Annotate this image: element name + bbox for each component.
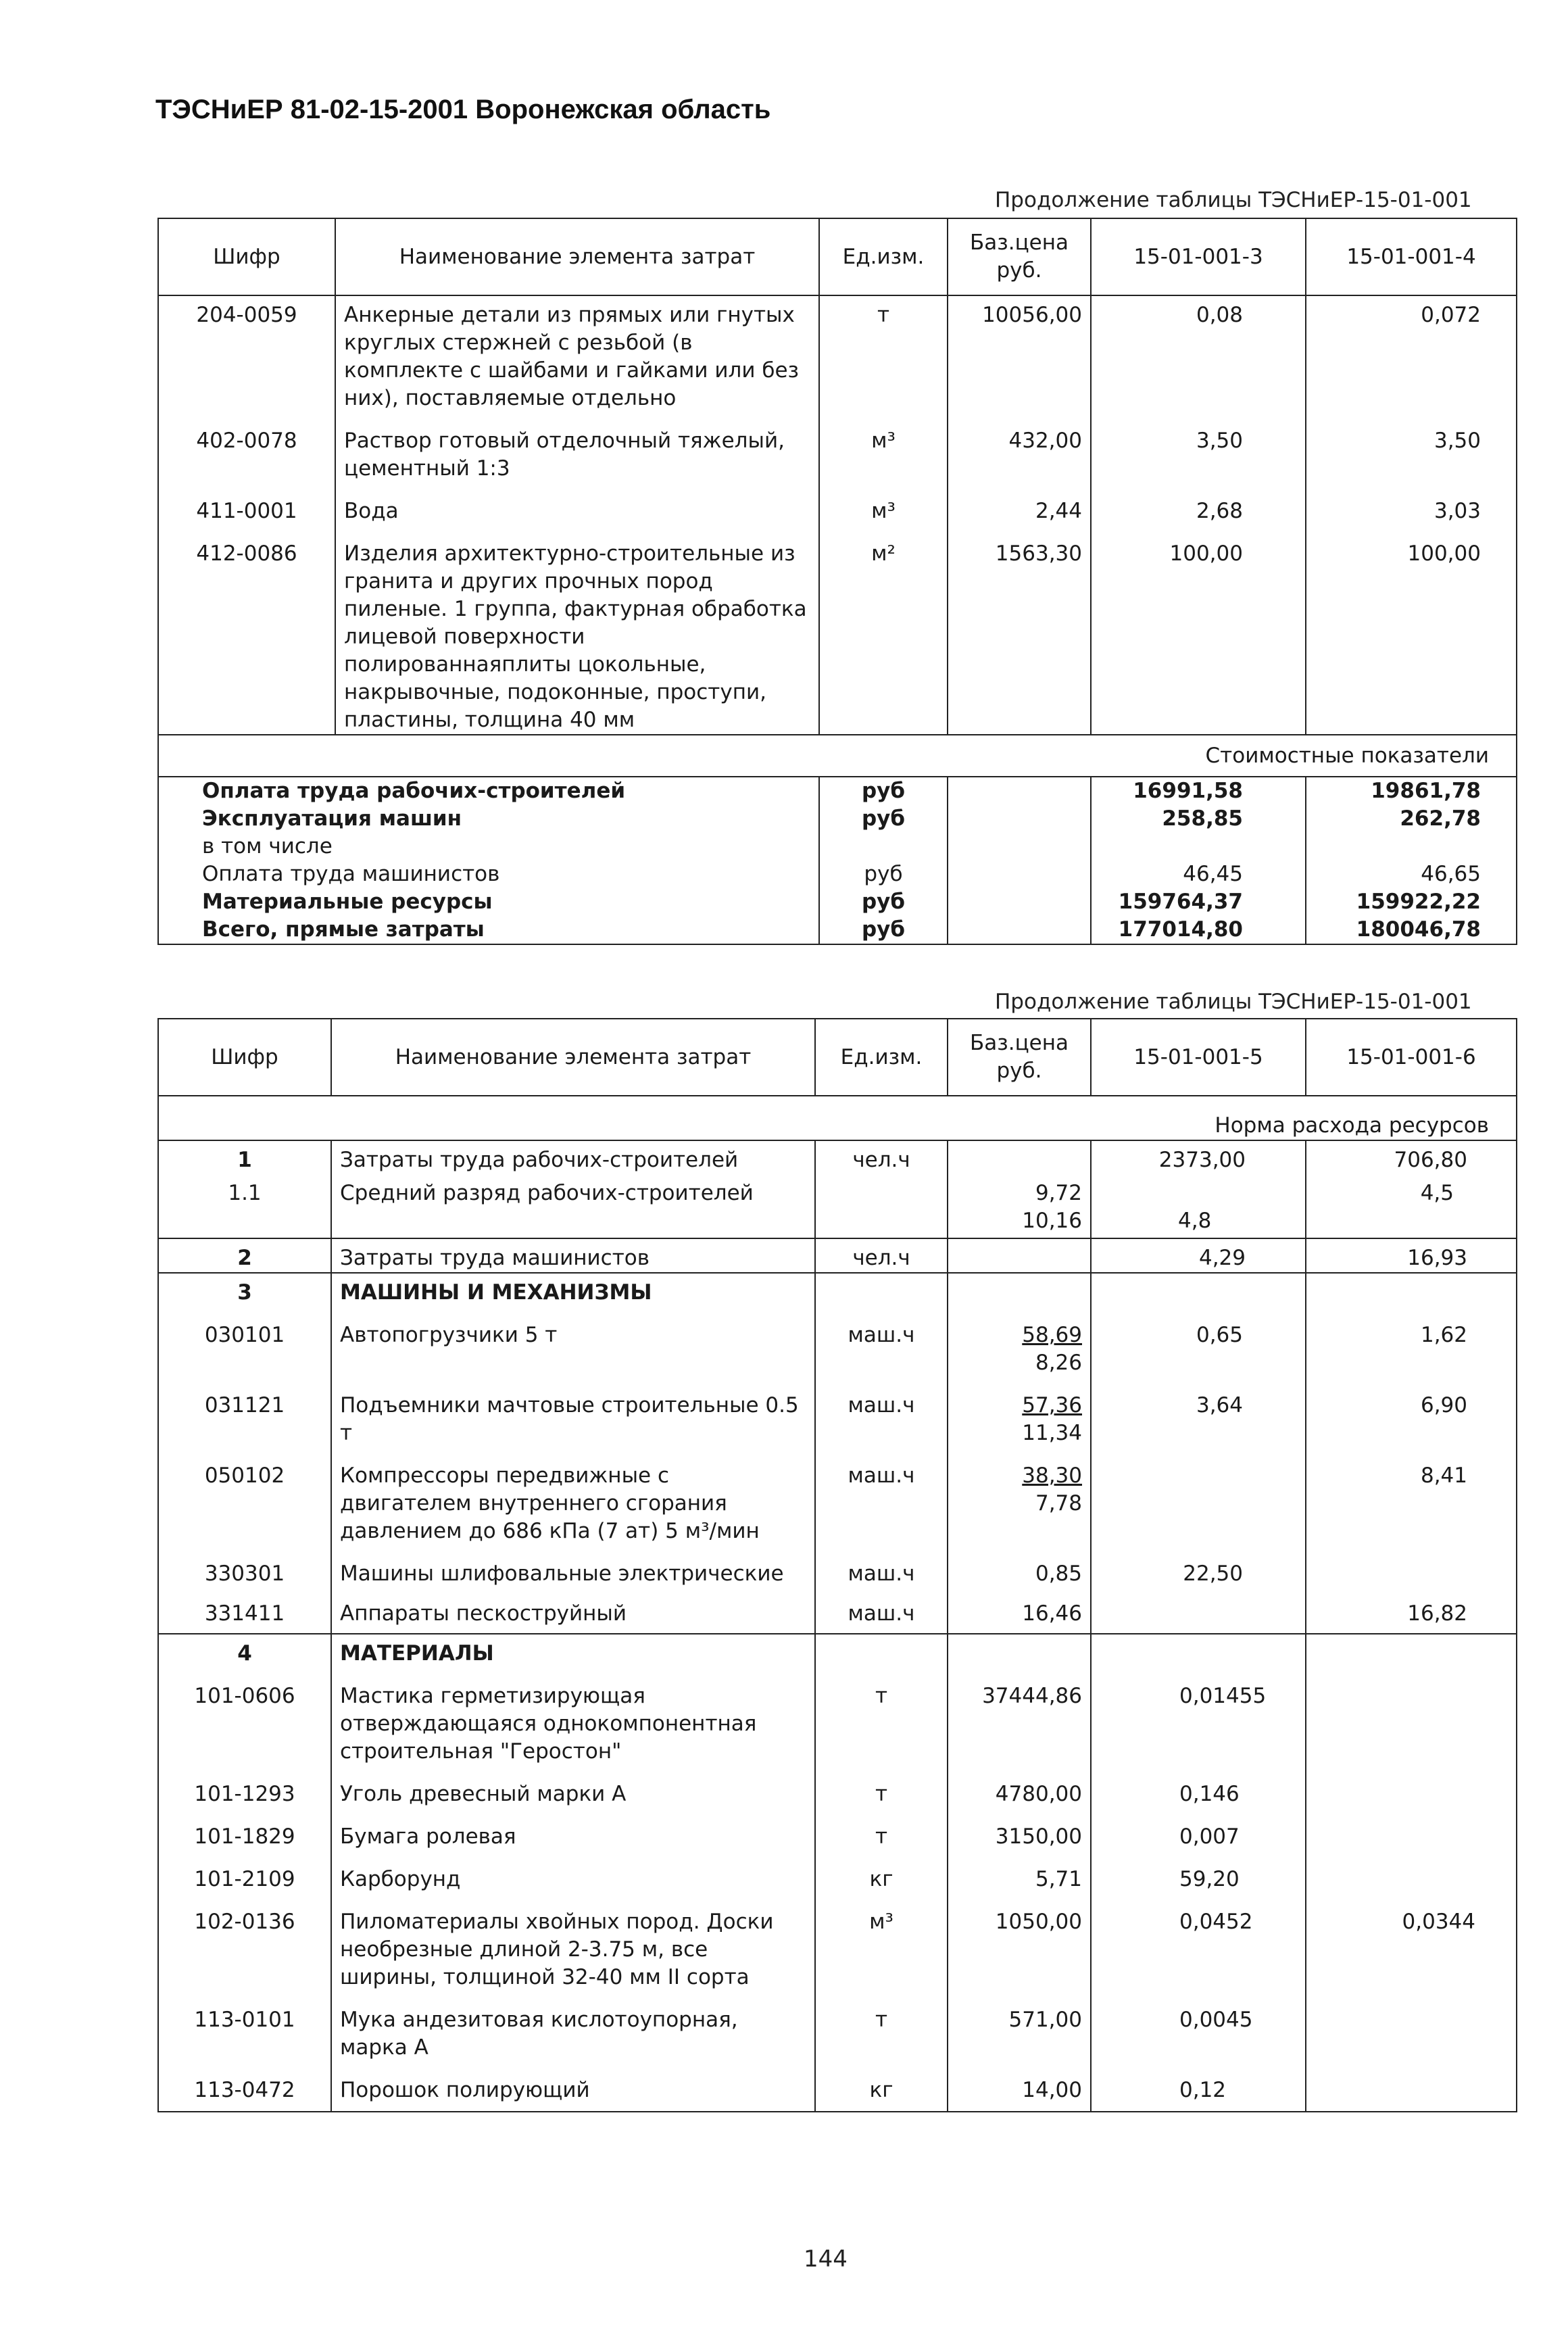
table-row: Оплата труда машинистов руб 46,45 46,65 [158, 861, 1517, 888]
table-row: 113-0101 Мука андезитовая кислотоупорная, марка А т 571,00 0,0045 [158, 2006, 1517, 2077]
table-row: 102-0136 Пиломатериалы хвойных пород. Доски необрезные длиной 2-3.75 м, все ширины, толщиной 32-40 мм II сорта м³ 1050,00 0,0452 0,0344 [158, 1908, 1517, 2006]
table2-caption: Продолжение таблицы ТЭСНиЕР-15-01-001 [995, 990, 1472, 1014]
section-label: Норма расхода ресурсов [158, 1096, 1517, 1140]
table-row: 411-0001 Вода м³ 2,44 2,68 3,03 [158, 498, 1517, 540]
table-row: 101-0606 Мастика герметизирующая отверждающаяся однокомпонентная строительная "Геростон" т 37444,86 0,01455 [158, 1682, 1517, 1780]
machines-section-header: 3 МАШИНЫ И МЕХАНИЗМЫ [158, 1273, 1517, 1322]
table-row: 330301 Машины шлифовальные электрические маш.ч 0,85 22,50 [158, 1560, 1517, 1600]
table-row: 1 Затраты труда рабочих-строителей чел.ч 2373,00 706,80 [158, 1140, 1517, 1174]
header-name: Наименование элемента затрат [335, 218, 819, 295]
table-row: Всего, прямые затраты руб 177014,80 180046,78 [158, 916, 1517, 944]
table2-machine-rows [158, 1322, 1517, 1634]
table1 [157, 218, 1517, 945]
table2 [157, 1018, 1517, 2112]
table-row: 402-0078 Раствор готовый отделочный тяжелый, цементный 1:3 м³ 432,00 3,50 3,50 [158, 427, 1517, 498]
document-title: ТЭСНиЕР 81-02-15-2001 Воронежская область [155, 95, 771, 124]
header-price: Баз.цена руб. [948, 1019, 1091, 1096]
header-price: Баз.цена руб. [948, 218, 1091, 295]
table2-section-row [158, 1096, 1517, 1140]
header-unit: Ед.изм. [819, 218, 948, 295]
table1-cost-rows [158, 777, 1517, 944]
table-row: 1.1 Средний разряд рабочих-строителей 9,72 4,5 [158, 1174, 1517, 1207]
table2-labor-rows [158, 1140, 1517, 1238]
materials-section-header: 4 МАТЕРИАЛЫ [158, 1634, 1517, 1682]
header-code: Шифр [158, 218, 335, 295]
table-row: 101-2109 Карборунд кг 5,71 59,20 [158, 1866, 1517, 1908]
table1-section-row [158, 735, 1517, 777]
table-row: 101-1293 Уголь древесный марки А т 4780,00 0,146 [158, 1780, 1517, 1823]
table1-header-row [158, 218, 1517, 295]
table2-material-rows [158, 1682, 1517, 2112]
table-row: 204-0059 Анкерные детали из прямых или гнутых круглых стержней с резьбой (в комплекте с шайбами и гайками или без них), поставляемые отдельно т 10056,00 0,08 0,072 [158, 295, 1517, 427]
table-row: 113-0472 Порошок полирующий кг 14,00 0,12 [158, 2077, 1517, 2112]
table-row: 412-0086 Изделия архитектурно-строительные из гранита и других прочных пород пиленые. 1 группа, фактурная обработка лицевой поверхности полированнаяплиты цокольные, накрывочные, подоконные, проступи, пластины, толщина 40 мм м² 1563,30 100,00 100,00 [158, 540, 1517, 735]
table-row: 031121 Подъемники мачтовые строительные 0.5 т маш.ч 57,36 11,34 3,64 6,90 [158, 1392, 1517, 1462]
table-row: Оплата труда рабочих-строителей руб 16991,58 19861,78 [158, 777, 1517, 805]
table-row: 10,16 4,8 [158, 1207, 1517, 1238]
table-row: 2 Затраты труда машинистов чел.ч 4,29 16,93 [158, 1238, 1517, 1273]
table-row: 101-1829 Бумага ролевая т 3150,00 0,007 [158, 1823, 1517, 1866]
table-row: Эксплуатация машин руб 258,85 262,78 [158, 805, 1517, 833]
table-row: 331411 Аппараты пескоструйный маш.ч 16,46 16,82 [158, 1600, 1517, 1634]
table1-resource-rows [158, 295, 1517, 735]
table1-caption: Продолжение таблицы ТЭСНиЕР-15-01-001 [995, 188, 1472, 212]
header-code: Шифр [158, 1019, 331, 1096]
table-row: 030101 Автопогрузчики 5 т маш.ч 58,69 8,26 0,65 1,62 [158, 1322, 1517, 1392]
header-col1: 15-01-001-3 [1091, 218, 1306, 295]
table-row: Материальные ресурсы руб 159764,37 159922,22 [158, 888, 1517, 916]
header-col2: 15-01-001-4 [1306, 218, 1517, 295]
page-number: 144 [804, 2246, 848, 2273]
header-col1: 15-01-001-5 [1091, 1019, 1306, 1096]
section-label: Стоимостные показатели [158, 735, 1517, 777]
header-col2: 15-01-001-6 [1306, 1019, 1517, 1096]
header-name: Наименование элемента затрат [331, 1019, 815, 1096]
header-unit: Ед.изм. [815, 1019, 948, 1096]
table-row: 050102 Компрессоры передвижные с двигателем внутреннего сгорания давлением до 686 кПа (7 ат) 5 м³/мин маш.ч 38,30 7,78 8,41 [158, 1462, 1517, 1560]
table-row: в том числе [158, 833, 1517, 861]
table2-header-row [158, 1019, 1517, 1096]
